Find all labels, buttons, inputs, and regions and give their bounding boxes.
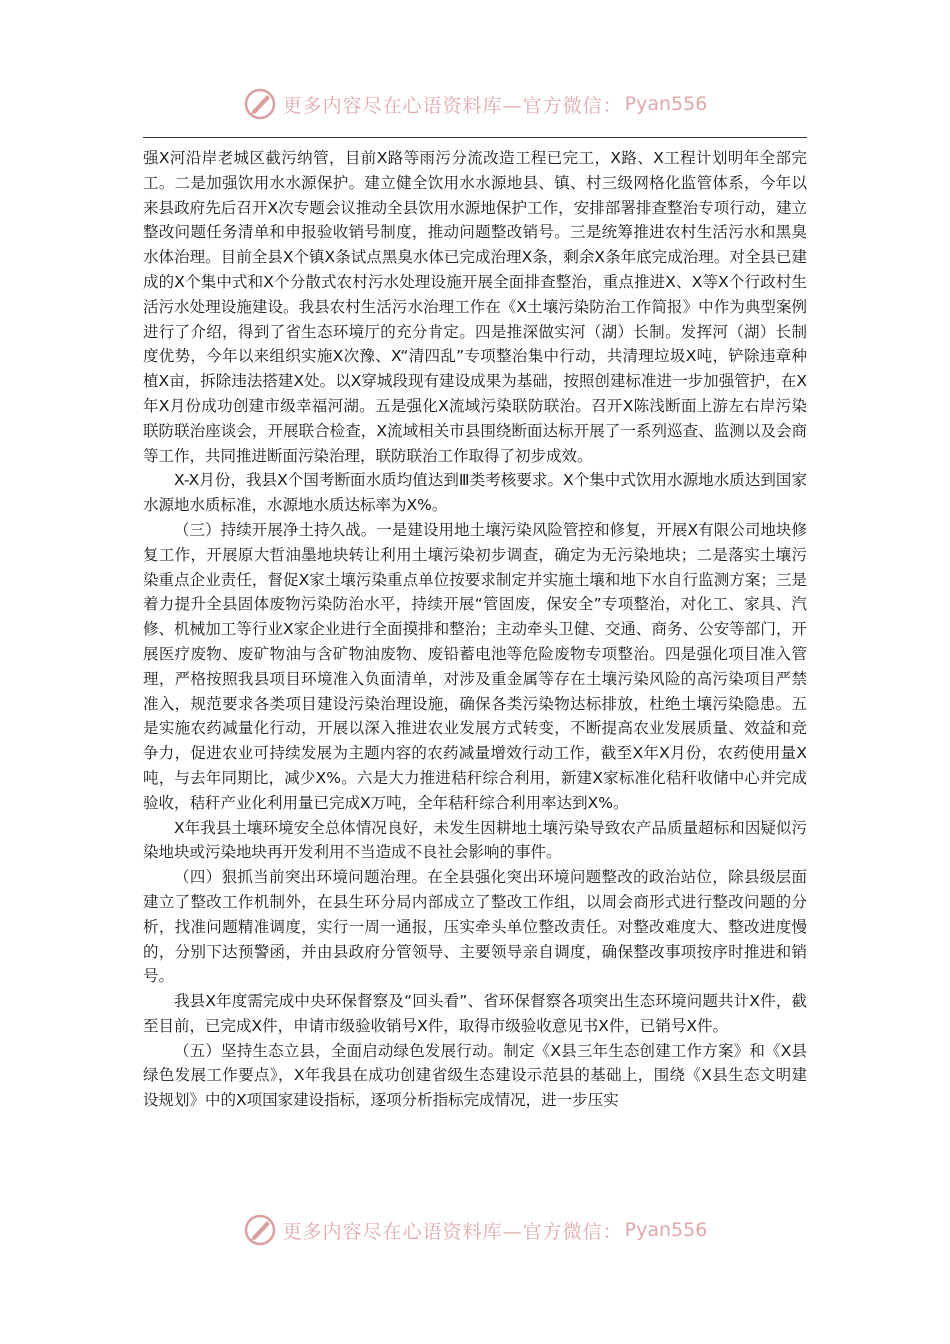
wechat-id: Pyan556 (624, 1219, 708, 1241)
paragraph: （五）坚持生态立县，全面启动绿色发展行动。制定《X县三年生态创建工作方案》和《X县绿色发展工作要点》，X年我县在成功创建省级生态建设示范县的基础上，围绕《X县生态文明建设规划》中的X项国家建设指标，逐项分析指标完成情况，进一步压实 (143, 1041, 807, 1110)
banner-text: 更多内容尽在心语资料库—官方微信： (282, 1220, 623, 1243)
document-body (143, 146, 807, 1113)
brand-logo-icon (243, 87, 277, 121)
wechat-id: Pyan556 (624, 93, 708, 115)
paragraph: （三）持续开展净土持久战。一是建设用地土壤污染风险管控和修复，开展X有限公司地块修复工作，开展原大哲油墨地块转让利用土壤污染初步调查，确定为无污染地块；二是落实土壤污染重点企业责任，督促X家土壤污染重点单位按要求制定并实施土壤和地下水自行监测方案；三是着力提升全县固体废物污染防治水平，持续开展“管固废，保安全”专项整治，对化工、家具、汽修、机械加工等行业X家企业进行全面摸排和整治；主动牵头卫健、交通、商务、公安等部门，开展医疗废物、废矿物油与含矿物油废物、废铅蓄电池等危险废物专项整治。四是强化项目准入管理，严格按照我县项目环境准入负面清单，对涉及重金属等存在土壤污染风险的高污染项目严禁准入，规范要求各类项目建设污染治理设施，确保各类污染物达标排放，杜绝土壤污染隐患。五是实施农药减量化行动，开展以深入推进农业发展方式转变，不断提高农业发展质量、效益和竞争力，促进农业可持续发展为主题内容的农药减量增效行动工作，截至X年X月份，农药使用量X吨，与去年同期比，减少X%。六是大力推进秸秆综合利用，新建X家标准化秸秆收储中心并完成验收，秸秆产业化利用量已完成X万吨，全年秸秆综合利用率达到X%。 (143, 520, 807, 812)
paragraph: X年我县土壤环境安全总体情况良好，未发生因耕地土壤污染导致农产品质量超标和因疑似污染地块或污染地块再开发利用不当造成不良社会影响的事件。 (143, 818, 807, 862)
banner-text: 更多内容尽在心语资料库—官方微信： (282, 94, 623, 117)
paragraph: X-X月份，我县X个国考断面水质均值达到Ⅲ类考核要求。X个集中式饮用水源地水质达到国家水源地水质标准，水源地水质达标率为X%。 (143, 471, 807, 515)
brand-logo-icon (243, 1213, 277, 1247)
footer-banner (0, 1210, 950, 1250)
paragraph: （四）狠抓当前突出环境问题治理。在全县强化突出环境问题整改的政治站位，除县级层面建立了整改工作机制外，在县生环分局内部成立了整改工作组，以周会商形式进行整改问题的分析，找准问题精准调度，实行一周一通报，压实牵头单位整改责任。对整改难度大、整改进度慢的，分别下达预警函，并由县政府分管领导、主要领导亲自调度，确保整改事项按序时推进和销号。 (143, 868, 807, 986)
paragraph: 我县X年度需完成中央环保督察及“回头看”、省环保督察各项突出生态环境问题共计X件，截至目前，已完成X件，申请市级验收销号X件，取得市级验收意见书X件，已销号X件。 (143, 992, 807, 1035)
header-banner (0, 84, 950, 124)
header-rule (143, 137, 807, 138)
paragraph: 强X河沿岸老城区截污纳管，目前X路等雨污分流改造工程已完工，X路、X工程计划明年全部完工。二是加强饮用水水源保护。建立健全饮用水水源地县、镇、村三级网格化监管体系，今年以来县政府先后召开X次专题会议推动全县饮用水源地保护工作，安排部署排查整治专项行动，建立整改问题任务清单和申报验收销号制度，推动问题整改销号。三是统筹推进农村生活污水和黑臭水体治理。目前全县X个镇X条试点黑臭水体已完成治理X条，剩余X条年底完成治理。对全县已建成的X个集中式和X个分散式农村污水处理设施开展全面排查整治，重点推进X、X等X个行政村生活污水处理设施建设。我县农村生活污水治理工作在《X土壤污染防治工作简报》中作为典型案例进行了介绍，得到了省生态环境厅的充分肯定。四是推深做实河（湖）长制。发挥河（湖）长制度优势，今年以来组织实施X次豫、X“清四乱”专项整治集中行动，共清理垃圾X吨，铲除违章种植X亩，拆除违法搭建X处。以X穿城段现有建设成果为基础，按照创建标准进一步加强管护，在X年X月份成功创建市级幸福河湖。五是强化X流域污染联防联治。召开X陈浅断面上游左右岸污染联防联治座谈会，开展联合检查，X流域相关市县围绕断面达标开展了一系列巡查、监测以及会商等工作，共同推进断面污染治理，联防联治工作取得了初步成效。 (143, 149, 807, 465)
